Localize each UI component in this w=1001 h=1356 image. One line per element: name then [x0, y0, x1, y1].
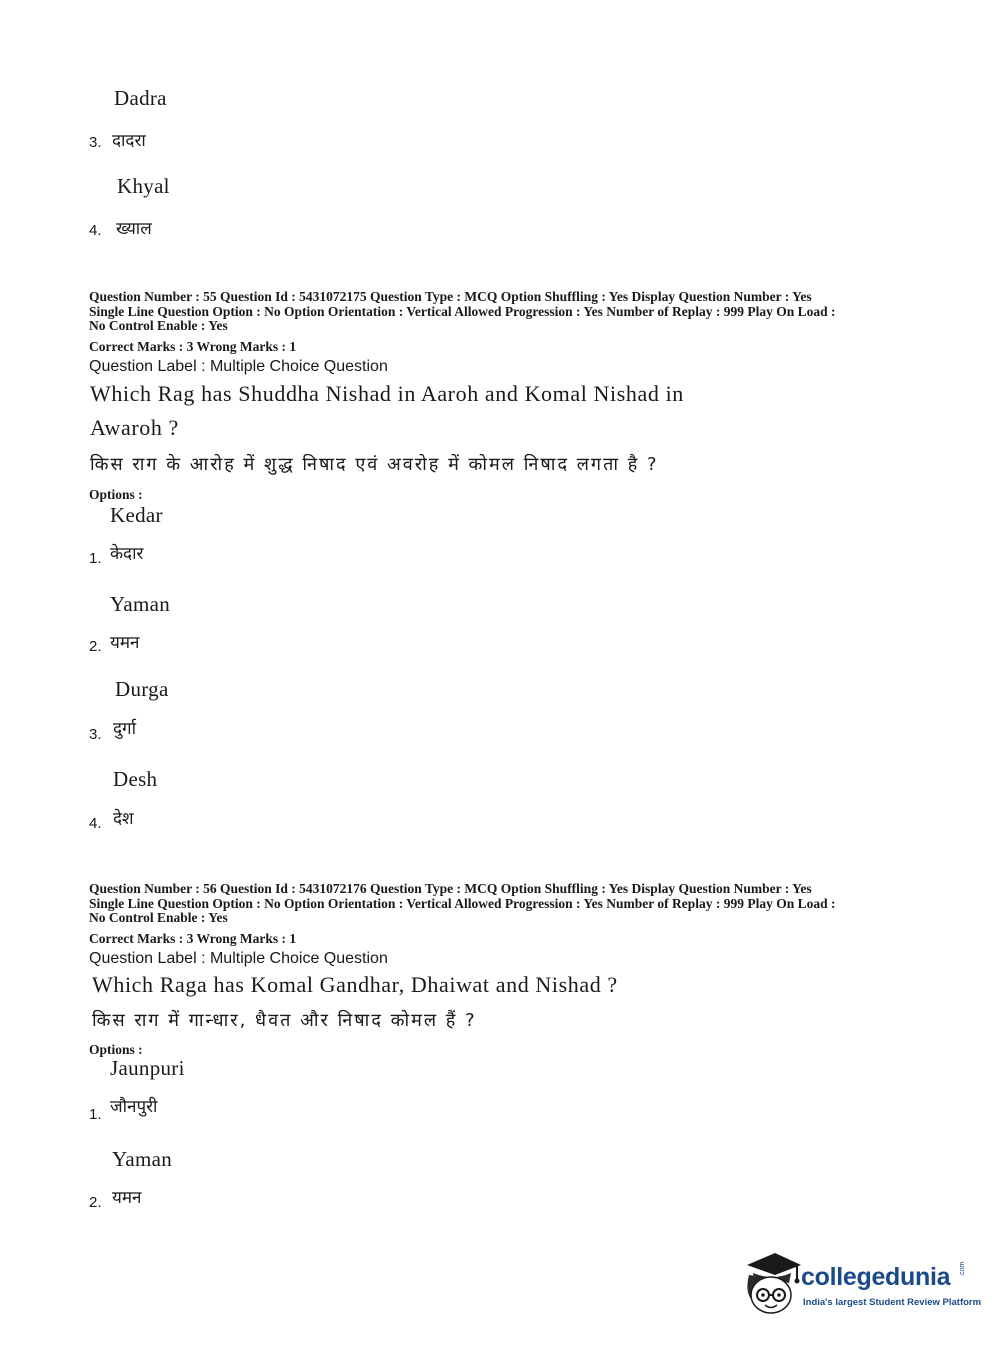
option-english: Jaunpuri: [110, 1056, 185, 1080]
option-number: 3.: [89, 134, 102, 151]
option-english: Yaman: [112, 1147, 173, 1171]
option-number: 1.: [89, 1106, 102, 1123]
options-label: Options :: [89, 1042, 143, 1057]
option-english: Desh: [113, 767, 158, 791]
option-english: Khyal: [117, 174, 170, 198]
question-metadata: Question Number : 55 Question Id : 5431072175 Question Type : MCQ Option Shuffling : Yes Display Question Number : Yes Single Line Question Option : No Option Orientation : Vertical Allowed Progression : Yes Number of Replay : 999 Play On Load : No Control Enable : Yes: [89, 289, 836, 333]
mascot-icon: [741, 1251, 803, 1317]
question-label: Question Label : Multiple Choice Question: [89, 358, 388, 375]
option-hindi: ख्याल: [116, 219, 152, 239]
option-number: 3.: [89, 726, 102, 743]
logo-tagline: India's largest Student Review Platform: [803, 1297, 982, 1308]
question-text: Which Rag has Shuddha Nishad in Aaroh and Komal Nishad in: [90, 381, 684, 406]
option-english: Dadra: [114, 86, 167, 110]
question-metadata: Question Number : 56 Question Id : 5431072176 Question Type : MCQ Option Shuffling : Yes Display Question Number : Yes Single Line Question Option : No Option Orientation : Vertical Allowed Progression : Yes Number of Replay : 999 Play On Load : No Control Enable : Yes: [89, 881, 836, 925]
option-english: Yaman: [110, 592, 171, 616]
question-text: Which Raga has Komal Gandhar, Dhaiwat and Nishad ?: [92, 972, 618, 997]
option-number: 4.: [89, 815, 102, 832]
question-marks: Correct Marks : 3 Wrong Marks : 1: [89, 339, 297, 354]
logo-name: collegedunia: [801, 1263, 951, 1291]
option-number: 1.: [89, 550, 102, 567]
option-english: Durga: [115, 677, 169, 701]
option-hindi: दादरा: [112, 131, 146, 151]
option-number: 2.: [89, 1194, 102, 1211]
option-english: Kedar: [110, 503, 163, 527]
option-hindi: दुर्गा: [113, 719, 137, 739]
question-text-hindi: किस राग में गान्धार, धैवत और निषाद कोमल हैं ?: [92, 1010, 477, 1031]
option-number: 4.: [89, 222, 102, 239]
option-hindi: यमन: [112, 1188, 142, 1208]
logo-suffix: .com: [959, 1261, 966, 1277]
collegedunia-logo: [741, 1251, 982, 1321]
question-text-hindi: किस राग के आरोह में शुद्ध निषाद एवं अवरोह में कोमल निषाद लगता है ?: [90, 454, 659, 475]
option-hindi: देश: [113, 809, 134, 829]
question-label: Question Label : Multiple Choice Question: [89, 950, 388, 967]
option-hindi: जौनपुरी: [110, 1097, 158, 1117]
option-hindi: यमन: [110, 633, 140, 653]
question-marks: Correct Marks : 3 Wrong Marks : 1: [89, 931, 297, 946]
options-label: Options :: [89, 487, 143, 502]
option-number: 2.: [89, 638, 102, 655]
option-hindi: केदार: [110, 544, 144, 564]
question-text-continued: Awaroh ?: [90, 415, 179, 440]
